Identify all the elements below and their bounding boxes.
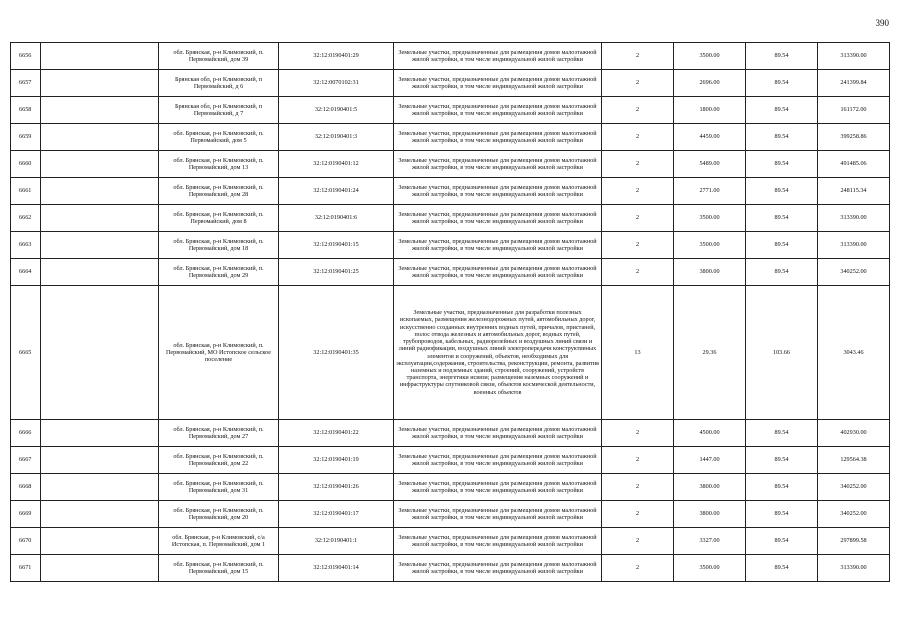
area-cell: 2771.00	[674, 178, 746, 205]
address-cell: обл. Брянская, р-н Климовский, п. Первомайский, дом 15	[159, 555, 279, 582]
cadastral-value-cell: 313390.00	[818, 555, 890, 582]
category-cell: 2	[602, 178, 674, 205]
permitted-use-cell: Земельные участки, предназначенные для размещения домов малоэтажной жилой застройки, в том числе индивидуальной жилой застройки	[394, 43, 602, 70]
table-row	[11, 555, 890, 582]
category-cell: 2	[602, 447, 674, 474]
area-cell: 5489.00	[674, 151, 746, 178]
table-row	[11, 501, 890, 528]
address-cell: обл. Брянская, р-н Климовский, п. Первомайский, дом 22	[159, 447, 279, 474]
row-number-cell: 6665	[11, 286, 41, 420]
cadastral-number-cell: 32:12:0190401:15	[279, 232, 394, 259]
cadastral-value-cell: 399258.86	[818, 124, 890, 151]
category-cell: 13	[602, 286, 674, 420]
table-row	[11, 178, 890, 205]
page-number: 390	[875, 18, 889, 28]
address-cell: обл. Брянская, р-н Климовский, п. Первомайский, дом 8	[159, 205, 279, 232]
permitted-use-cell: Земельные участки, предназначенные для размещения домов малоэтажной жилой застройки, в том числе индивидуальной жилой застройки	[394, 447, 602, 474]
address-cell: обл. Брянская, р-н Климовский, п. Первомайский, дом 27	[159, 420, 279, 447]
blank-cell	[41, 205, 159, 232]
row-number-cell: 6671	[11, 555, 41, 582]
cadastral-number-cell: 32:12:0190401:17	[279, 501, 394, 528]
specific-value-cell: 103.66	[746, 286, 818, 420]
address-cell: Брянская обл, р-н Климовский, п Первомайский, д 6	[159, 70, 279, 97]
cadastral-value-cell: 340252.00	[818, 259, 890, 286]
specific-value-cell: 89.54	[746, 501, 818, 528]
cadastral-value-cell: 248115.34	[818, 178, 890, 205]
area-cell: 29.36	[674, 286, 746, 420]
blank-cell	[41, 555, 159, 582]
specific-value-cell: 89.54	[746, 447, 818, 474]
category-cell: 2	[602, 474, 674, 501]
blank-cell	[41, 420, 159, 447]
specific-value-cell: 89.54	[746, 420, 818, 447]
cadastral-value-cell: 161172.00	[818, 97, 890, 124]
table-row	[11, 124, 890, 151]
category-cell: 2	[602, 205, 674, 232]
specific-value-cell: 89.54	[746, 528, 818, 555]
cadastral-value-cell: 491485.06	[818, 151, 890, 178]
area-cell: 3500.00	[674, 43, 746, 70]
area-cell: 4459.00	[674, 124, 746, 151]
cadastral-number-cell: 32:12:0190401:6	[279, 205, 394, 232]
cadastral-value-cell: 313390.00	[818, 43, 890, 70]
blank-cell	[41, 528, 159, 555]
table-row	[11, 259, 890, 286]
category-cell: 2	[602, 501, 674, 528]
specific-value-cell: 89.54	[746, 474, 818, 501]
category-cell: 2	[602, 70, 674, 97]
row-number-cell: 6658	[11, 97, 41, 124]
area-cell: 1800.00	[674, 97, 746, 124]
category-cell: 2	[602, 528, 674, 555]
permitted-use-cell: Земельные участки, предназначенные для размещения домов малоэтажной жилой застройки, в том числе индивидуальной жилой застройки	[394, 97, 602, 124]
category-cell: 2	[602, 43, 674, 70]
table-row	[11, 232, 890, 259]
specific-value-cell: 89.54	[746, 151, 818, 178]
cadastral-number-cell: 32:12:0070102:31	[279, 70, 394, 97]
cadastral-value-table	[10, 42, 890, 582]
cadastral-number-cell: 32:12:0190401:35	[279, 286, 394, 420]
area-cell: 1447.00	[674, 447, 746, 474]
category-cell: 2	[602, 232, 674, 259]
row-number-cell: 6657	[11, 70, 41, 97]
category-cell: 2	[602, 259, 674, 286]
cadastral-value-cell: 297899.58	[818, 528, 890, 555]
specific-value-cell: 89.54	[746, 555, 818, 582]
area-cell: 3327.00	[674, 528, 746, 555]
cadastral-number-cell: 32:12:0190401:3	[279, 124, 394, 151]
cadastral-number-cell: 32:12:0190401:14	[279, 555, 394, 582]
category-cell: 2	[602, 151, 674, 178]
address-cell: обл. Брянская, р-н Климовский, п. Первомайский, дом 13	[159, 151, 279, 178]
specific-value-cell: 89.54	[746, 205, 818, 232]
cadastral-value-cell: 313390.00	[818, 232, 890, 259]
address-cell: обл. Брянская, р-н Климовский, с/а Истопская, п. Первомайский, дом 1	[159, 528, 279, 555]
row-number-cell: 6668	[11, 474, 41, 501]
permitted-use-cell: Земельные участки, предназначенные для размещения домов малоэтажной жилой застройки, в том числе индивидуальной жилой застройки	[394, 474, 602, 501]
address-cell: обл. Брянская, р-н Климовский, п. Первомайский, МО Истопское сельское поселение	[159, 286, 279, 420]
blank-cell	[41, 259, 159, 286]
cadastral-number-cell: 32:12:0190401:25	[279, 259, 394, 286]
row-number-cell: 6663	[11, 232, 41, 259]
permitted-use-cell: Земельные участки, предназначенные для размещения домов малоэтажной жилой застройки, в том числе индивидуальной жилой застройки	[394, 205, 602, 232]
row-number-cell: 6664	[11, 259, 41, 286]
table-row	[11, 151, 890, 178]
cadastral-value-cell: 340252.00	[818, 474, 890, 501]
blank-cell	[41, 286, 159, 420]
blank-cell	[41, 97, 159, 124]
cadastral-number-cell: 32:12:0190401:22	[279, 420, 394, 447]
address-cell: обл. Брянская, р-н Климовский, п. Первомайский, дом 5	[159, 124, 279, 151]
blank-cell	[41, 70, 159, 97]
address-cell: обл. Брянская, р-н Климовский, п. Первомайский, дом 28	[159, 178, 279, 205]
specific-value-cell: 89.54	[746, 97, 818, 124]
blank-cell	[41, 447, 159, 474]
area-cell: 3800.00	[674, 501, 746, 528]
specific-value-cell: 89.54	[746, 259, 818, 286]
address-cell: обл. Брянская, р-н Климовский, п. Первомайский, дом 20	[159, 501, 279, 528]
area-cell: 3500.00	[674, 205, 746, 232]
table-body	[11, 43, 890, 582]
address-cell: Брянская обл, р-н Климовский, п Первомайский, д 7	[159, 97, 279, 124]
address-cell: обл. Брянская, р-н Климовский, п. Первомайский, дом 29	[159, 259, 279, 286]
blank-cell	[41, 501, 159, 528]
table-row	[11, 474, 890, 501]
permitted-use-cell: Земельные участки, предназначенные для размещения домов малоэтажной жилой застройки, в том числе индивидуальной жилой застройки	[394, 232, 602, 259]
permitted-use-cell: Земельные участки, предназначенные для размещения домов малоэтажной жилой застройки, в том числе индивидуальной жилой застройки	[394, 555, 602, 582]
table-row	[11, 43, 890, 70]
table-row	[11, 70, 890, 97]
row-number-cell: 6661	[11, 178, 41, 205]
cadastral-number-cell: 32:12:0190401:12	[279, 151, 394, 178]
area-cell: 3500.00	[674, 232, 746, 259]
cadastral-number-cell: 32:12:0190401:24	[279, 178, 394, 205]
area-cell: 4500.00	[674, 420, 746, 447]
permitted-use-cell: Земельные участки, предназначенные для размещения домов малоэтажной жилой застройки, в том числе индивидуальной жилой застройки	[394, 151, 602, 178]
blank-cell	[41, 124, 159, 151]
category-cell: 2	[602, 420, 674, 447]
specific-value-cell: 89.54	[746, 232, 818, 259]
permitted-use-cell: Земельные участки, предназначенные для размещения домов малоэтажной жилой застройки, в том числе индивидуальной жилой застройки	[394, 259, 602, 286]
table-row	[11, 97, 890, 124]
row-number-cell: 6659	[11, 124, 41, 151]
row-number-cell: 6662	[11, 205, 41, 232]
permitted-use-cell: Земельные участки, предназначенные для размещения домов малоэтажной жилой застройки, в том числе индивидуальной жилой застройки	[394, 420, 602, 447]
specific-value-cell: 89.54	[746, 178, 818, 205]
address-cell: обл. Брянская, р-н Климовский, п. Первомайский, дом 31	[159, 474, 279, 501]
permitted-use-cell: Земельные участки, предназначенные для размещения домов малоэтажной жилой застройки, в том числе индивидуальной жилой застройки	[394, 501, 602, 528]
row-number-cell: 6660	[11, 151, 41, 178]
specific-value-cell: 89.54	[746, 124, 818, 151]
area-cell: 2696.00	[674, 70, 746, 97]
address-cell: обл. Брянская, р-н Климовский, п. Первомайский, дом 18	[159, 232, 279, 259]
address-cell: обл. Брянская, р-н Климовский, п. Первомайский, дом 39	[159, 43, 279, 70]
blank-cell	[41, 232, 159, 259]
cadastral-value-cell: 241399.84	[818, 70, 890, 97]
permitted-use-cell: Земельные участки, предназначенные для размещения домов малоэтажной жилой застройки, в том числе индивидуальной жилой застройки	[394, 124, 602, 151]
category-cell: 2	[602, 555, 674, 582]
row-number-cell: 6656	[11, 43, 41, 70]
table-row	[11, 286, 890, 420]
row-number-cell: 6667	[11, 447, 41, 474]
cadastral-number-cell: 32:12:0190401:29	[279, 43, 394, 70]
row-number-cell: 6669	[11, 501, 41, 528]
area-cell: 3800.00	[674, 474, 746, 501]
table-row	[11, 205, 890, 232]
permitted-use-cell: Земельные участки, предназначенные для размещения домов малоэтажной жилой застройки, в том числе индивидуальной жилой застройки	[394, 70, 602, 97]
blank-cell	[41, 43, 159, 70]
permitted-use-cell: Земельные участки, предназначенные для размещения домов малоэтажной жилой застройки, в том числе индивидуальной жилой застройки	[394, 528, 602, 555]
permitted-use-cell: Земельные участки, предназначенные для размещения домов малоэтажной жилой застройки, в том числе индивидуальной жилой застройки	[394, 178, 602, 205]
row-number-cell: 6670	[11, 528, 41, 555]
cadastral-value-cell: 340252.00	[818, 501, 890, 528]
specific-value-cell: 89.54	[746, 43, 818, 70]
cadastral-number-cell: 32:12:0190401:19	[279, 447, 394, 474]
category-cell: 2	[602, 124, 674, 151]
blank-cell	[41, 178, 159, 205]
cadastral-value-cell: 402930.00	[818, 420, 890, 447]
blank-cell	[41, 474, 159, 501]
area-cell: 3500.00	[674, 555, 746, 582]
cadastral-value-cell: 313390.00	[818, 205, 890, 232]
cadastral-value-cell: 129564.38	[818, 447, 890, 474]
permitted-use-cell: Земельные участки, предназначенные для разработки полезных ископаемых, размещения железнодорожных путей, автомобильных дорог, искусственно созданных внутренних водных путей, причалов, пристаней, полос отвода железных и автомобильных дорог, водных путей, трубопроводов, кабельных, радиорелейных и воздушных линий связи и линий радиофикации, воздушных линий электропередачи конструктивных элементов и сооружений, объектов, необходимых для эксплуатации,содержания, строительства, реконструкции, ремонта, развития наземных и подземных зданий, строений, сооружений, устройств транспорта, энергетики исвязи; размещения наземных сооружений и инфраструктуры спутниковой связи, объектов космической деятельности, военных объектов	[394, 286, 602, 420]
row-number-cell: 6666	[11, 420, 41, 447]
cadastral-number-cell: 32:12:0190401:5	[279, 97, 394, 124]
cadastral-number-cell: 32:12:0190401:1	[279, 528, 394, 555]
table-row	[11, 420, 890, 447]
table-row	[11, 447, 890, 474]
cadastral-value-cell: 3043.46	[818, 286, 890, 420]
cadastral-number-cell: 32:12:0190401:26	[279, 474, 394, 501]
specific-value-cell: 89.54	[746, 70, 818, 97]
blank-cell	[41, 151, 159, 178]
table-row	[11, 528, 890, 555]
category-cell: 2	[602, 97, 674, 124]
area-cell: 3800.00	[674, 259, 746, 286]
